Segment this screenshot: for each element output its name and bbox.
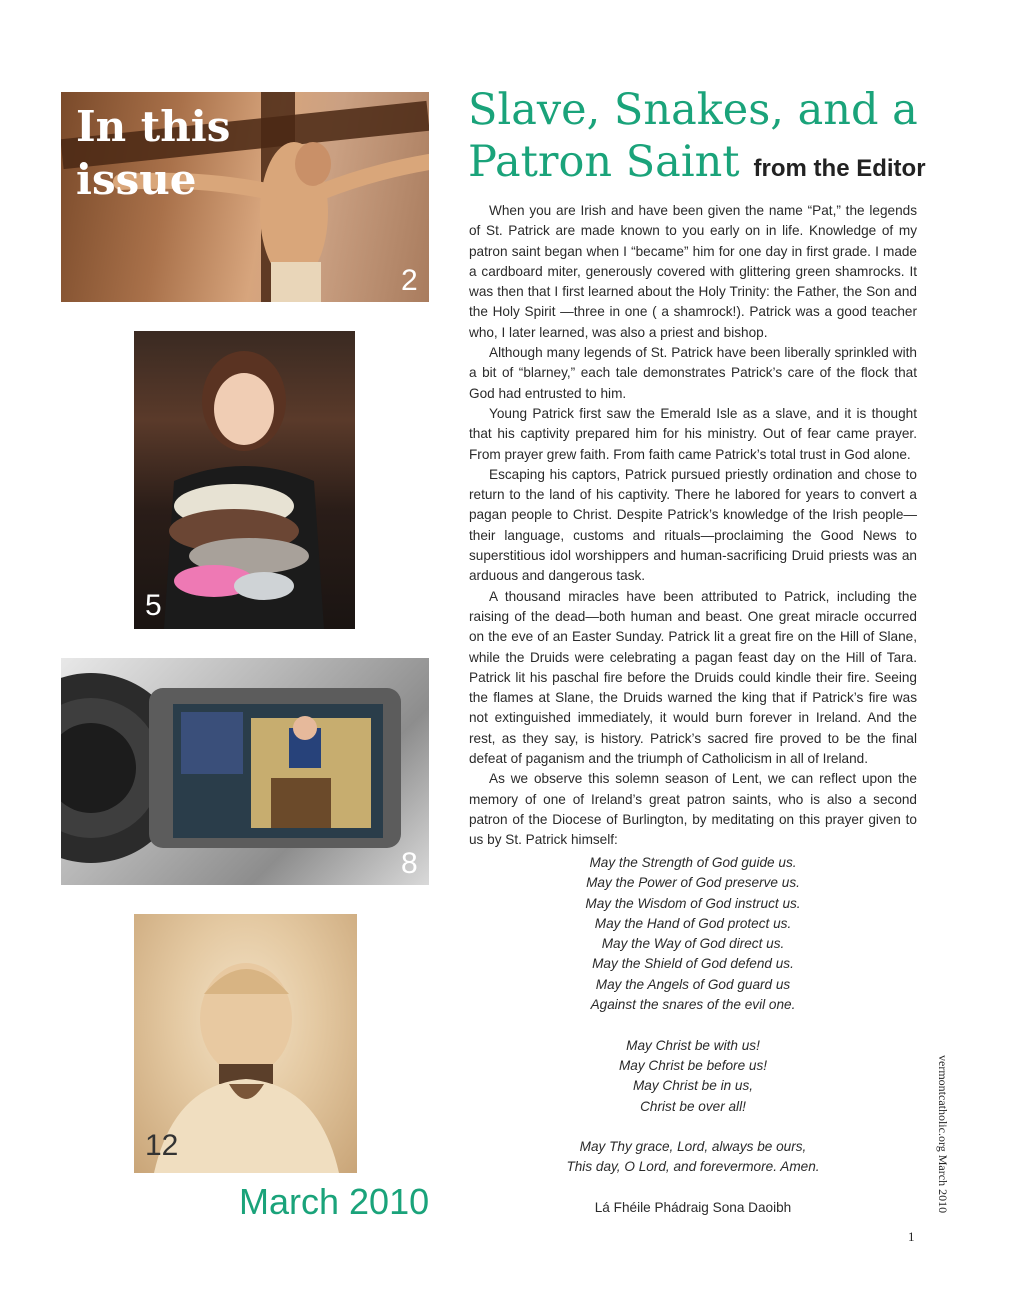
stanza-gap bbox=[469, 1015, 917, 1035]
camera-illustration bbox=[61, 658, 429, 885]
article-headline bbox=[468, 84, 928, 195]
article-paragraph: Young Patrick first saw the Emerald Isle as a slave, and it is thought that his captivity prepared him for his ministry. Out of fear came prayer. From prayer grew faith. From faith came Patrick’s total trust in God alone. bbox=[469, 405, 917, 462]
prayer-line: May the Hand of God protect us. bbox=[594, 915, 792, 931]
crucifix-photo bbox=[61, 92, 429, 302]
issue-date: March 2010 bbox=[239, 1181, 430, 1222]
prayer-line: May the Strength of God guide us. bbox=[589, 855, 797, 870]
page-ref-8[interactable]: 8 bbox=[401, 847, 418, 880]
prayer-line: May the Wisdom of God instruct us. bbox=[585, 895, 801, 911]
student-illustration bbox=[134, 331, 355, 629]
page-ref-5[interactable]: 5 bbox=[145, 589, 162, 622]
prayer-line: May Thy grace, Lord, always be ours, bbox=[579, 1139, 807, 1155]
bishop-portrait-photo bbox=[134, 914, 357, 1173]
video-camera-viewfinder-photo bbox=[61, 658, 429, 885]
prayer-line: May the Power of God preserve us. bbox=[586, 875, 800, 891]
prayer-block bbox=[469, 853, 917, 1178]
article-body bbox=[469, 201, 917, 851]
prayer-line: May the Angels of God guard us bbox=[595, 976, 791, 992]
headline-text: Slave, Snakes, and a Patron Saint bbox=[468, 85, 918, 187]
in-this-issue-heading: In this issue bbox=[76, 102, 231, 204]
article-paragraph: Although many legends of St. Patrick have been liberally sprinkled with a bit of “blarney,” each tale demonstrates Patrick’s care of the flock that God had entrusted to him. bbox=[469, 345, 917, 401]
prayer-line: This day, O Lord, and forevermore. Amen. bbox=[566, 1159, 820, 1175]
article-paragraph: As we observe this solemn season of Lent, we can reflect upon the memory of one of Ireland’s great patron saints, who is also a second patron of the Diocese of Burlington, by meditating on this prayer given to us by St. Patrick himself: bbox=[469, 771, 917, 848]
article-paragraph: A thousand miracles have been attributed to Patrick, including the raising of the dead—both human and beast. One great miracle occurred on the eve of an Easter Sunday. Patrick lit a great fire on the Hill of Slane, while the Druids were celebrating a pagan feast day on the Hill of Tara. Patrick lit his paschal fire before the Druids could kindle their fire. Seeing the flames at Slane, the Druids warned the king that if Patrick’s fire was not extinguished immediately, it would burn forever in Ireland. And the rest, as they say, is history. Patrick’s sacred fire proved to be the final defeat of paganism and the triumph of Catholicism in all of Ireland. bbox=[469, 588, 917, 767]
prayer-line: May Christ be before us! bbox=[618, 1057, 768, 1073]
student-with-shoes-photo bbox=[134, 331, 355, 629]
prayer-line: Against the snares of the evil one. bbox=[590, 997, 796, 1013]
stanza-gap bbox=[469, 1117, 917, 1137]
page-number: 1 bbox=[908, 1229, 915, 1244]
prayer-line: May the Shield of God defend us. bbox=[592, 956, 794, 972]
article-paragraph: When you are Irish and have been given the name “Pat,” the legends of St. Patrick are made known to you early on in life. Knowledge of my patron saint began when I “became” him for one day in first grade. I made a cardboard miter, generously covered with glittering green shamrocks. It was then that I first learned about the Holy Trinity: the Father, the Son and the Holy Spirit —three in one ( a shamrock!). Patrick was a good teacher who, I later learned, was also a priest and bishop. bbox=[469, 203, 917, 340]
byline: from the Editor bbox=[753, 155, 926, 182]
prayer-line: May Christ be with us! bbox=[626, 1037, 760, 1053]
prayer-line: May the Way of God direct us. bbox=[601, 936, 785, 952]
page-ref-2[interactable]: 2 bbox=[401, 264, 418, 297]
prayer-line: May Christ be in us, bbox=[632, 1078, 754, 1094]
page-ref-12[interactable]: 12 bbox=[145, 1129, 179, 1162]
vertical-footer-text: vermontcatholic.org March 2010 bbox=[936, 1055, 950, 1214]
article-paragraph: Escaping his captors, Patrick pursued priestly ordination and chose to return to the land of his captivity. There he labored for years to convert a pagan people to Christ. Despite Patrick’s knowledge of the Irish people—their language, customs and rituals—proclaiming the Good News to superstitious idol worshippers and human-sacrificing Druid priests was an arduous and dangerous task. bbox=[469, 466, 917, 584]
closing-blessing: Lá Fhéile Phádraig Sona Daoibh bbox=[594, 1200, 792, 1215]
prayer-line: Christ be over all! bbox=[640, 1098, 746, 1114]
